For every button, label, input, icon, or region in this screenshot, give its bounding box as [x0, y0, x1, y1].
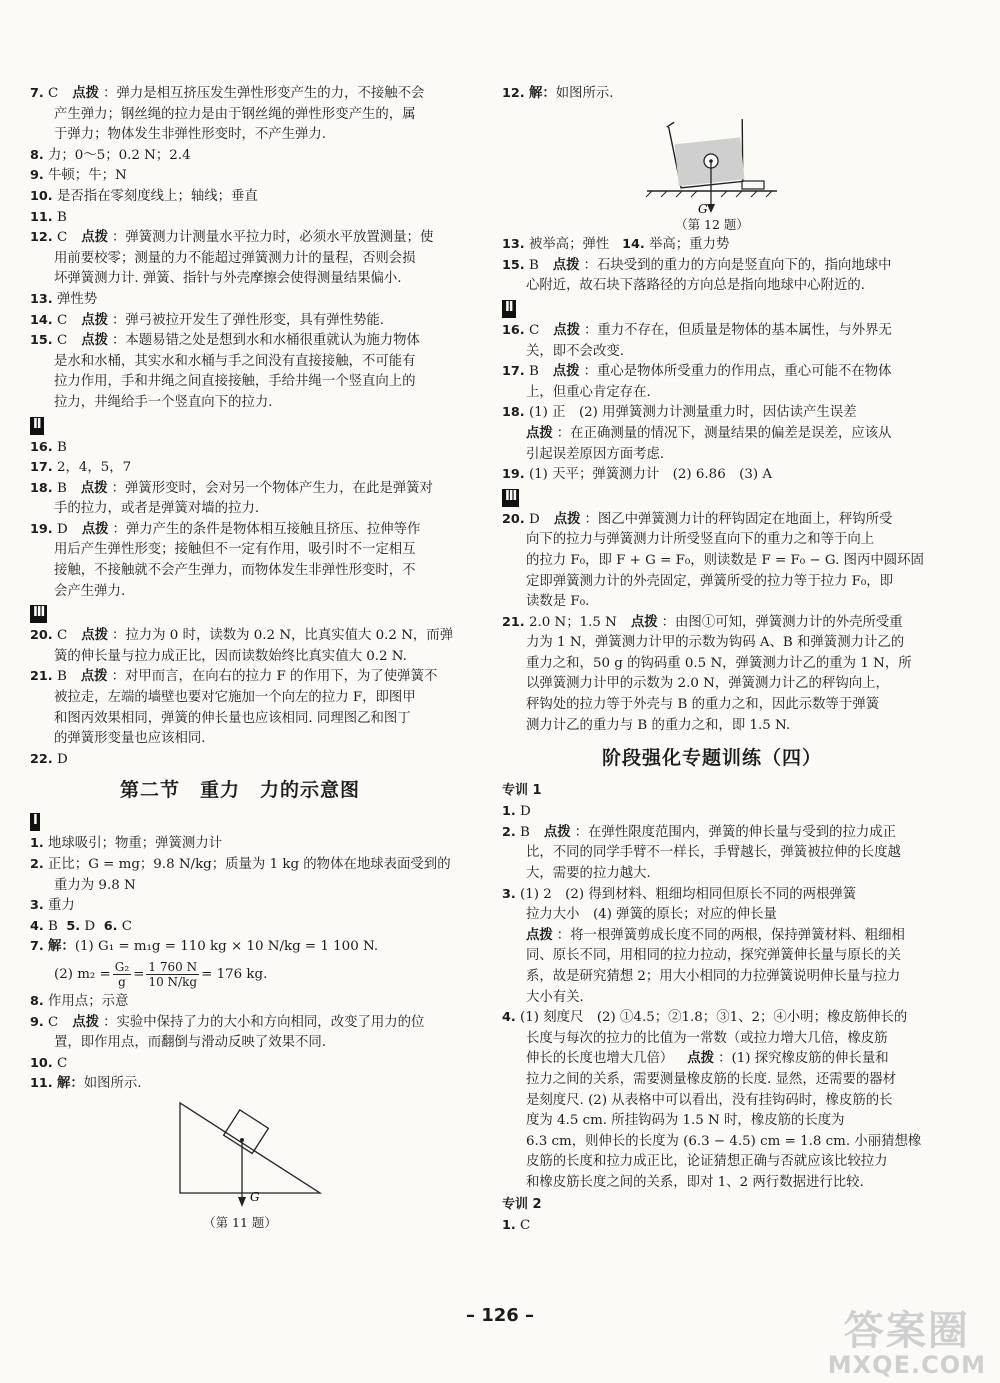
- answer-22: 22. D: [30, 751, 68, 767]
- answer-s4-6: 4. B 5. D 6. C: [30, 918, 132, 934]
- answer-7: 7. C 点拨 ：弹力是相互挤压发生弹性形变产生的力，不接触不会: [30, 86, 425, 101]
- page-number: – 126 –: [465, 1305, 535, 1326]
- answer-r19: 19. (1) 天平；弹簧测力计 (2) 6.86 (3) A: [502, 467, 773, 483]
- answer-17: 17. 2，4，5，7: [30, 460, 132, 476]
- answer-line: 被拉走，左端的墙壁也要对它施加一个向左的拉力 F，即图甲: [54, 690, 416, 706]
- gravity-arrowhead: [238, 1197, 246, 1207]
- answer-t2: 2. B 点拨 ：在弹性限度范围内，弹簧的伸长量与受到的拉力成正: [502, 824, 897, 840]
- answer-r17: 17. B 点拨 ：重心是物体所受重力的作用点，重心可能不在物体: [502, 364, 892, 380]
- answer-r20: 20. D 点拨 ：图乙中弹簧测力计的秤钩固定在地面上，秤钩所受: [502, 511, 893, 527]
- answer-line: 6.3 cm，则伸长的长度为 (6.3 − 4.5) cm = 1.8 cm. 小丽猜想橡: [526, 1133, 922, 1149]
- level-badge-3: Ⅲ: [502, 486, 922, 510]
- answer-line: 拉力之间的关系，需要测量橡皮筋的长度. 显然，还需要的器材: [526, 1071, 897, 1087]
- level-badge-3: Ⅲ: [30, 602, 450, 626]
- answer-u1: 1. C: [502, 1217, 531, 1233]
- answer-s10: 10. C: [30, 1055, 68, 1071]
- figure-incline: [30, 1095, 450, 1213]
- answer-s1: 1. 地球吸引；物重；弹簧测力计: [30, 836, 223, 852]
- support-block: [742, 181, 764, 189]
- answer-14: 14. C 点拨 ：弹弓被拉开发生了弹性形变，具有弹性势能.: [30, 312, 385, 328]
- answer-line: 大，需要的拉力越大.: [526, 866, 651, 882]
- answer-line: 伸长的长度也增大几倍） 点拨 ：(1) 探究橡皮筋的伸长量和: [526, 1051, 889, 1067]
- answer-line: 簧的伸长量与拉力成正比，因而读数始终比真实值大 0.2 N.: [54, 648, 407, 664]
- fraction: $\frac{\text{G₂}}{g}$: [114, 960, 130, 990]
- answer-line: 力为 1 N，弹簧测力计甲的示数为钩码 A、B 和弹簧测力计乙的: [526, 635, 905, 651]
- answer-line: 关，即不会改变.: [526, 343, 624, 359]
- force-label: G: [698, 201, 708, 215]
- answer-line: 比，不同的同学手臂不一样长，手臂越长，弹簧被拉伸的长度越: [526, 845, 901, 861]
- answer-line: 手的拉力，或者是弹簧对墙的拉力.: [54, 501, 260, 517]
- answer-s8: 8. 作用点；示意: [30, 993, 129, 1009]
- answer-line: 点拨 ：在正确测量的情况下，测量结果的偏差是误差，应该从: [526, 425, 892, 441]
- answer-s3: 3. 重力: [30, 898, 75, 914]
- answer-line: 是刻度尺. (2) 从表格中可以看出，没有挂钩码时，橡皮筋的长: [526, 1092, 893, 1108]
- answer-s9: 9. C 点拨 ：实验中保持了力的大小和方向相同，改变了用力的位: [30, 1014, 425, 1030]
- answer-r16: 16. C 点拨 ：重力不存在，但质量是物体的基本属性，与外界无: [502, 322, 892, 338]
- answer-20: 20. C 点拨 ：拉力为 0 时，读数为 0.2 N，比真实值大 0.2 N，而弹: [30, 628, 454, 644]
- answer-line: 点拨 ：将一根弹簧剪成长度不同的两根，保持弹簧材料、粗细相: [526, 927, 905, 943]
- answer-16: 16. B: [30, 439, 67, 455]
- answer-19: 19. D 点拨 ：弹力产生的条件是物体相互接触且挤压、拉伸等作: [30, 521, 421, 537]
- answer-line: 拉力作用，手和井绳之间直接接触，手给井绳一个竖直向上的: [54, 374, 416, 390]
- answer-line: 坏弹簧测力计. 弹簧、指针与外壳摩擦会使得测量结果偏小.: [54, 271, 402, 287]
- answer-line: 引起误差原因方面考虑.: [526, 446, 665, 462]
- answer-9: 9. 牛顿；牛；N: [30, 168, 127, 184]
- incline-diagram: [30, 1095, 450, 1213]
- answer-12: 12. C 点拨 ：弹簧测力计测量水平拉力时，必须水平放置测量；使: [30, 230, 434, 246]
- subsection-2: 专训 2: [502, 1196, 542, 1212]
- section-title-training: 阶段强化专题训练（四）: [601, 747, 822, 770]
- answer-line: 产生弹力；钢丝绳的拉力是由于钢丝绳的弹性形变产生的，属: [54, 106, 416, 122]
- answer-line: 拉力，井绳给手一个竖直向下的拉力.: [54, 394, 273, 410]
- answer-t4: 4. (1) 刻度尺 (2) ①4.5；②1.8；③1、2；④小明；橡皮筋伸长的: [502, 1010, 908, 1026]
- answer-line: 和橡皮筋长度之间的关系，即对 1、2 两行数据进行比较.: [526, 1174, 864, 1190]
- level-badge-1: Ⅰ: [30, 810, 450, 834]
- left-column: [30, 84, 454, 1234]
- answer-line: 拉力大小 (4) 弹簧的原长；对应的伸长量: [526, 907, 777, 923]
- answer-line: 上，但重心肯定存在.: [526, 384, 651, 400]
- answer-line: 用前要校零；测量的力不能超过弹簧测力计的量程，否则会损: [54, 250, 416, 266]
- answer-line: 接触，不接触就不会产生弹力，而物体发生非弹性形变时，不: [54, 563, 416, 579]
- answer-18: 18. B 点拨 ：弹簧形变时，会对另一个物体产生力，在此是弹簧对: [30, 480, 433, 496]
- answer-line: 度为 4.5 cm. 所挂钩码为 1.5 N 时，橡皮筋的长度为: [526, 1113, 845, 1129]
- answer-11: 11. B: [30, 209, 67, 225]
- answer-line: 测力计乙的重力与 B 的重力之和，即 1.5 N.: [526, 717, 791, 733]
- answer-r13-14: 13. 被举高；弹性 14. 举高；重力势: [502, 237, 730, 253]
- answer-line: 置，即作用点，而翻倒与滑动反映了效果不同.: [54, 1035, 327, 1051]
- answer-line: 心附近，故石块下落路径的方向总是指向地球中心附近的.: [526, 278, 866, 294]
- figure-caption-11: （第 11 题）: [203, 1214, 277, 1230]
- answer-line: 向下的拉力与弹簧测力计所受竖直向下的重力之和等于向上: [526, 532, 875, 548]
- answer-21: 21. B 点拨 ：对甲而言，在向右的拉力 F 的作用下，为了使弹簧不: [30, 669, 438, 685]
- answer-line: 重力之和，50 g 的钩码重 0.5 N，弹簧测力计乙的重为 1 N，所: [526, 655, 912, 671]
- tilted-beaker: [666, 115, 748, 189]
- answer-line: 会产生弹力.: [54, 583, 126, 599]
- answer-line: 的拉力 F₀，即 F + G = F₀，则读数是 F = F₀ − G. 图丙中圆环固: [526, 552, 924, 568]
- answer-r12: 12. 解：如图所示.: [502, 86, 614, 101]
- answer-line: 皮筋的长度和拉力成正比，论证猜想正确与否就应该比较拉力: [526, 1154, 888, 1170]
- answer-line: 秤钩处的拉力等于外壳与 B 的重力之和，因此示数等于弹簧: [526, 697, 880, 713]
- answer-t3: 3. (1) 2 (2) 得到材料、粗细均相同但原长不同的两根弹簧: [502, 886, 857, 902]
- answer-line: 是水和水桶，其实水和水桶与手之间没有直接接触，不可能有: [54, 353, 416, 369]
- answer-line: 于弹力；物体发生非弹性形变时，不产生弹力.: [54, 127, 327, 143]
- answer-line: 同、原长不同，用相同的拉力拉动，探究弹簧伸长量与原长的关: [526, 948, 901, 964]
- answer-line: 读数是 F₀.: [526, 594, 590, 610]
- answer-line: 的弹簧形变量也应该相同.: [54, 731, 206, 747]
- beaker-diagram: [502, 105, 922, 215]
- answer-r21: 21. 2.0 N；1.5 N 点拨 ：由图①可知，弹簧测力计的外壳所受重: [502, 614, 903, 630]
- answer-line: 重力为 9.8 N: [54, 877, 136, 893]
- answer-line: 系，故是研究猜想 2；用大小相同的力拉弹簧说明伸长量与拉力: [526, 969, 901, 984]
- answer-r15: 15. B 点拨 ：石块受到的重力的方向是竖直向下的，指向地球中: [502, 257, 892, 273]
- figure-beaker: [502, 105, 922, 215]
- fraction: $\frac{1 760 N}{10 N/kg}$: [148, 960, 198, 990]
- section-title-gravity: 第二节 重力 力的示意图: [119, 779, 360, 802]
- answer-t1: 1. D: [502, 804, 531, 820]
- answer-8: 8. 力；0～5；0.2 N；2.4: [30, 147, 191, 163]
- answer-r18: 18. (1) 正 (2) 用弹簧测力计测量重力时，因估读产生误差: [502, 405, 857, 421]
- answer-15: 15. C 点拨 ：本题易错之处是想到水和水桶很重就认为施力物体: [30, 333, 420, 349]
- answer-10: 10. 是否指在零刻度线上；轴线；垂直: [30, 188, 258, 204]
- answer-s2: 2. 正比；G = mg；9.8 N/kg；质量为 1 kg 的物体在地球表面受到的: [30, 857, 451, 872]
- answer-line: 大小有关.: [526, 989, 584, 1005]
- answer-line: 和图丙效果相同，弹簧的伸长量也应该相同. 同理图乙和图丁: [54, 710, 411, 726]
- answer-line: 长度与每次的拉力的比值为一常数（或拉力增大几倍，橡皮筋: [526, 1030, 888, 1046]
- answer-line: 定即弹簧测力计的外壳固定，弹簧所受的拉力等于拉力 F₀，即: [526, 573, 894, 589]
- level-badge-2: Ⅱ: [30, 414, 450, 438]
- right-column: [502, 84, 922, 1236]
- formula-line: (2) m₂ = $\frac{\text{G₂}}{g}$ = $\frac{1 760 N}{10 N/kg}$ = 176 kg.: [54, 960, 268, 990]
- answer-s11: 11. 解：如图所示.: [30, 1076, 142, 1092]
- answer-line: 用后产生弹性形变；接触但不一定有作用，吸引时不一定相互: [54, 542, 416, 558]
- block-on-incline: [224, 1110, 269, 1154]
- answer-s7: 7. 解：(1) G₁ = m₁g = 110 kg × 10 N/kg = 1 100 N.: [30, 939, 379, 955]
- force-label: G: [250, 1189, 260, 1204]
- subsection-1: 专训 1: [502, 783, 542, 799]
- watermark-logo: 答案圈 MXQE.COM: [827, 1308, 986, 1379]
- figure-caption-12: （第 12 题）: [675, 216, 749, 232]
- level-badge-2: Ⅱ: [502, 297, 922, 321]
- answer-line: 以弹簧测力计甲的示数为 2.0 N，弹簧测力计乙的秤钩向上，: [526, 676, 889, 692]
- answer-13: 13. 弹性势: [30, 291, 98, 307]
